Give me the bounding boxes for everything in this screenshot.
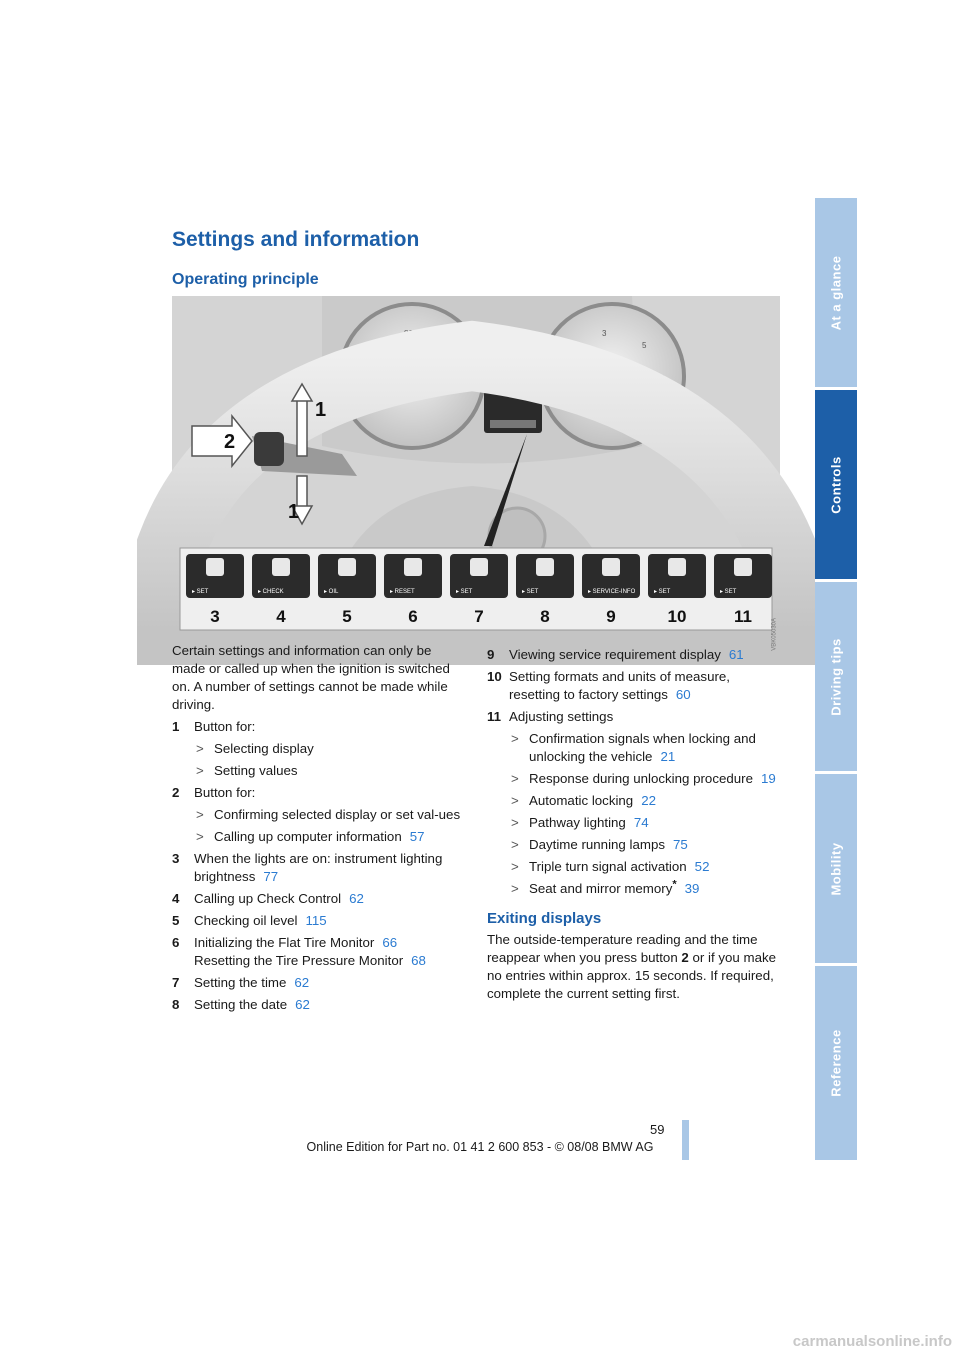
bullet-icon: > xyxy=(511,859,519,874)
svg-text:100: 100 xyxy=(442,349,456,358)
tab-label: Reference xyxy=(828,1029,844,1097)
intro-paragraph: Certain settings and information can only be made or called up when the ignition is switched on. A number of settings cannot be made while driving. xyxy=(172,643,450,712)
display-number: 5 xyxy=(342,607,352,626)
list-item xyxy=(172,718,464,736)
figure-code: VBK05030A xyxy=(772,618,778,651)
callout-2: 2 xyxy=(224,431,236,453)
exit-text: or if you make no entries within approx. 15 seconds. If required, complete the current setting first. xyxy=(487,950,777,1001)
sub-item-text: Daytime running lamps 75 xyxy=(529,837,688,852)
display-symbol-icon xyxy=(734,558,752,576)
bullet-icon: > xyxy=(511,793,519,808)
tab-label: Controls xyxy=(828,455,844,514)
item-number: 1 xyxy=(172,719,180,734)
item-text: Setting the time 62 xyxy=(194,975,310,990)
display-symbol-icon xyxy=(470,558,488,576)
sub-item-text: Automatic locking 22 xyxy=(529,793,657,808)
left-column xyxy=(172,642,464,1014)
item-text: Viewing service requirement display 61 xyxy=(509,647,744,662)
list-item xyxy=(172,912,464,930)
instrument-cluster-illustration xyxy=(172,296,780,651)
sub-item-text: Seat and mirror memory* 39 xyxy=(529,878,700,896)
sub-item-text: Setting values xyxy=(214,763,298,778)
bullet-icon: > xyxy=(196,763,204,778)
page-reference-link[interactable]: 39 xyxy=(684,881,700,896)
bullet-icon: > xyxy=(511,815,519,830)
exit-button-ref: 2 xyxy=(681,950,689,965)
display-symbol-icon xyxy=(272,558,290,576)
sub-item xyxy=(487,730,777,766)
page-reference-link[interactable]: 62 xyxy=(294,975,310,990)
tab-label: At a glance xyxy=(828,255,844,330)
bullet-icon: > xyxy=(511,771,519,786)
cluster-drawing xyxy=(172,296,780,630)
sub-item-text: Calling up computer information 57 xyxy=(214,829,425,844)
list-item xyxy=(172,996,464,1014)
page-reference-link[interactable]: 68 xyxy=(411,953,426,968)
tab-at-a-glance[interactable] xyxy=(815,198,857,387)
item-number: 10 xyxy=(487,669,502,684)
bullet-icon: > xyxy=(511,731,519,746)
sub-item xyxy=(172,762,464,780)
display-number: 3 xyxy=(210,607,220,626)
svg-text:1: 1 xyxy=(564,387,569,396)
display-number: 6 xyxy=(408,607,418,626)
sub-item xyxy=(172,740,464,758)
display-label: ▸ RESET xyxy=(390,589,415,595)
list-item xyxy=(487,646,777,664)
exit-displays-title: Exiting displays xyxy=(487,910,602,927)
list-item xyxy=(487,668,777,704)
page-reference-link[interactable]: 62 xyxy=(349,891,364,906)
sub-item-text: Response during unlocking procedure 19 xyxy=(529,771,776,786)
bullet-icon: > xyxy=(196,829,204,844)
display-label: ▸ SET xyxy=(654,589,671,595)
sub-item xyxy=(487,770,777,788)
svg-text:5: 5 xyxy=(642,341,647,350)
tab-label: Driving tips xyxy=(828,637,844,716)
sub-item-text: Triple turn signal activation 52 xyxy=(529,859,710,874)
display-label: ▸ SET xyxy=(192,589,209,595)
item-text: When the lights are on: instrument lighting brightness 77 xyxy=(194,851,443,884)
display-label: ▸ CHECK xyxy=(258,589,284,595)
item-number: 3 xyxy=(172,851,180,866)
bullet-icon: > xyxy=(196,807,204,822)
item-number: 2 xyxy=(172,785,180,800)
footer-edition xyxy=(0,1140,960,1154)
right-column xyxy=(487,642,777,1007)
display-label: ▸ SET xyxy=(522,589,539,595)
sub-item xyxy=(487,880,777,898)
sub-item xyxy=(487,836,777,854)
sub-item-text: Pathway lighting 74 xyxy=(529,815,649,830)
item-text: Calling up Check Control 62 xyxy=(194,891,364,906)
list-item xyxy=(172,974,464,992)
section-title: Settings and information xyxy=(172,228,420,251)
watermark: carmanualsonline.info xyxy=(792,1333,952,1350)
svg-text:2: 2 xyxy=(574,349,579,358)
left-item-list xyxy=(172,718,464,1014)
svg-text:80: 80 xyxy=(404,329,413,338)
display-label: ▸ SET xyxy=(720,589,737,595)
optional-equipment-star: * xyxy=(672,878,677,891)
display-label: ▸ SERVICE-INFO xyxy=(588,589,636,595)
page-reference-link[interactable]: 22 xyxy=(641,793,657,808)
sub-item xyxy=(487,814,777,832)
subsection-title: Operating principle xyxy=(172,271,319,288)
display-symbol-icon xyxy=(404,558,422,576)
item-text: Setting formats and units of measure, resetting to factory settings 60 xyxy=(509,669,730,702)
page-reference-link[interactable]: 62 xyxy=(295,997,310,1012)
page-reference-link[interactable]: 75 xyxy=(672,837,688,852)
sub-item xyxy=(487,858,777,876)
list-item xyxy=(172,784,464,802)
svg-text:20: 20 xyxy=(360,387,369,396)
footer-text: Online Edition for Part no. 01 41 2 600 853 - © 08/08 BMW AG xyxy=(306,1140,654,1154)
page-reference-link[interactable]: 52 xyxy=(694,859,710,874)
list-item xyxy=(172,850,464,886)
page-reference-link[interactable]: 115 xyxy=(305,913,327,928)
svg-text:6: 6 xyxy=(660,374,665,383)
item-text: Checking oil level 115 xyxy=(194,913,327,928)
right-item-list xyxy=(487,646,777,898)
display-number: 7 xyxy=(474,607,484,626)
item-text: Button for: xyxy=(194,719,256,734)
bullet-icon: > xyxy=(511,837,519,852)
display-symbol-icon xyxy=(602,558,620,576)
callout-1-top: 1 xyxy=(315,399,327,421)
list-item xyxy=(172,934,464,970)
bullet-icon: > xyxy=(196,741,204,756)
page-reference-link[interactable]: 74 xyxy=(633,815,649,830)
page-reference-link[interactable]: 19 xyxy=(760,771,776,786)
page-reference-link[interactable]: 77 xyxy=(263,869,279,884)
item-text: Setting the date 62 xyxy=(194,997,310,1012)
page-reference-link[interactable]: 21 xyxy=(660,749,676,764)
sub-item-text: Confirmation signals when locking and unlocking the vehicle 21 xyxy=(529,731,756,764)
list-item xyxy=(172,890,464,908)
sub-item-text: Selecting display xyxy=(214,741,314,756)
page-reference-link[interactable]: 66 xyxy=(382,935,398,950)
item-number: 7 xyxy=(172,975,180,990)
side-tab-nav xyxy=(815,198,857,1160)
exit-text: The outside-temperature reading and the time reappear when you press button xyxy=(487,932,758,965)
display-number: 11 xyxy=(734,607,752,626)
display-number: 8 xyxy=(540,607,550,626)
svg-text:3: 3 xyxy=(602,329,607,338)
tab-label: Mobility xyxy=(828,841,844,896)
svg-text:40: 40 xyxy=(370,349,379,358)
display-label: ▸ OIL xyxy=(324,589,339,595)
sub-item xyxy=(172,828,464,846)
display-number: 10 xyxy=(667,607,687,626)
item-number: 11 xyxy=(487,709,502,724)
list-item xyxy=(487,708,777,726)
item-number: 6 xyxy=(172,935,180,950)
display-symbol-icon xyxy=(668,558,686,576)
callout-1-bottom: 1 xyxy=(288,501,300,523)
item-text: Button for: xyxy=(194,785,256,800)
item-number: 8 xyxy=(172,997,180,1012)
item-text: Initializing the Flat Tire Monitor 66 Resetting the Tire Pressure Monitor 68 xyxy=(194,935,426,968)
svg-text:140: 140 xyxy=(452,384,466,393)
item-number: 4 xyxy=(172,891,180,906)
tab-reference[interactable] xyxy=(815,966,857,1160)
tab-mobility[interactable] xyxy=(815,774,857,963)
page-reference-link[interactable]: 60 xyxy=(675,687,691,702)
display-number: 9 xyxy=(606,607,616,626)
tab-controls[interactable] xyxy=(815,390,857,579)
sub-item-text: Confirming selected display or set val-ues xyxy=(214,807,461,822)
item-text: Adjusting settings xyxy=(509,709,614,724)
exit-displays-paragraph xyxy=(487,931,777,1003)
display-number: 4 xyxy=(276,607,286,626)
display-symbol-icon xyxy=(536,558,554,576)
sub-item xyxy=(487,792,777,810)
display-symbol-icon xyxy=(338,558,356,576)
bullet-icon: > xyxy=(511,881,519,896)
tab-driving-tips[interactable] xyxy=(815,582,857,771)
page-reference-link[interactable]: 57 xyxy=(409,829,425,844)
page-reference-link[interactable]: 61 xyxy=(728,647,744,662)
item-number: 5 xyxy=(172,913,180,928)
sub-item xyxy=(172,806,464,824)
display-label: ▸ SET xyxy=(456,589,473,595)
item-number: 9 xyxy=(487,647,495,662)
display-symbol-icon xyxy=(206,558,224,576)
page-number: 59 xyxy=(650,1122,665,1137)
